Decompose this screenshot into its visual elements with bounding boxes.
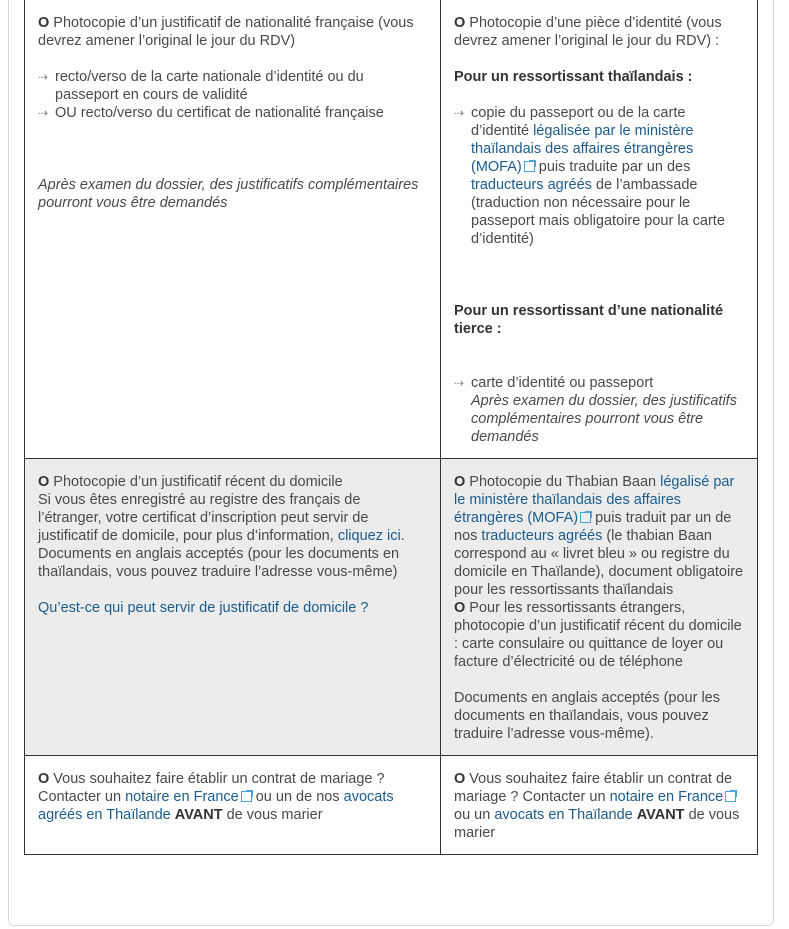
arrow-bullet-icon: ⇢ [454,376,465,390]
contract-cell-right: O Vous souhaitez faire établir un contrat de mariage ? Contacter un notaire en France ou un avocats en Thaïlande AVANT de vous marier [441,756,758,855]
contract-cell-left: O Vous souhaitez faire établir un contrat de mariage ? Contacter un notaire en France ou un de nos avocats agréés en Thaïlande AVANT de vous marier [25,756,441,855]
click-here-link[interactable]: cliquez ici [337,528,401,544]
marker: O [38,15,50,31]
thai-list [454,104,744,248]
external-link-icon[interactable] [241,791,252,802]
tierce-list [454,374,744,446]
thabian-baan-cell: O Photocopie du Thabian Baan légalisé par le ministère thaïlandais des affaires étrangères (MOFA) puis traduit par un de nos traducteurs agréés (le thabian Baan correspond au « livret bleu » ou registre du domicile en Thaïlande), document obligatoire pour les ressortissants thaïlandais O Pour les ressortissants étrangers, photocopie d’un justificatif récent du domicile : carte consulaire ou quittance de loyer ou facture d’électricité ou de téléphone Documents en anglais acceptés (pour les documents en thaïlandais, vous pouvez traduire l’adresse vous-même). [441,459,758,756]
nationality-note: Après examen du dossier, des justificatifs complémentaires pourront vous être demandés [38,177,419,211]
table-row [25,756,758,855]
english-docs-note: Documents en anglais acceptés (pour les documents en thaïlandais, vous pouvez traduire l’adresse vous-même). [454,690,720,742]
table-row [25,0,758,459]
external-link-icon[interactable] [524,161,535,172]
nationality-cell [25,0,441,459]
domicile-cell: O Photocopie d’un justificatif récent du domicile Si vous êtes enregistré au registre des français de l’étranger, votre certificat d’inscription peut servir de justificatif de domicile, pour plus d’information, cliquez ici. Documents en anglais acceptés (pour les documents en thaïlandais, vous pouvez traduire l’adresse vous-même) Qu’est-ce qui peut servir de justificatif de domicile ? [25,459,441,756]
domicile-proof-link[interactable]: Qu’est-ce qui peut servir de justificatif de domicile ? [38,600,369,616]
nationality-list [38,68,427,122]
mofa-link[interactable]: légalisé par le ministère thaïlandais des affaires étrangères (MOFA) [454,474,735,526]
list-item: ⇢ OU recto/verso du certificat de nationalité française [38,105,384,121]
list-item: ⇢ copie du passeport ou de la carte d’identité légalisée par le ministère thaïlandais des affaires étrangères (MOFA) puis traduite par un des traducteurs agréés de l’ambassade (traduction non nécessaire pour le passeport mais obligatoire pour la carte d’identité) [454,105,725,247]
lawyers-link[interactable]: avocats en Thaïlande [494,807,633,823]
mofa-link[interactable]: légalisée par le ministère thaïlandais des affaires étrangères (MOFA) [471,123,694,175]
thai-heading: Pour un ressortissant thaïlandais : [454,69,693,85]
list-item: ⇢ carte d’identité ou passeport Après examen du dossier, des justificatifs complémentaires pourront vous être demandés [454,375,737,445]
marker: O [38,474,50,490]
arrow-bullet-icon: ⇢ [38,70,49,84]
marker: O [454,474,466,490]
marker: O [454,771,466,787]
arrow-bullet-icon: ⇢ [454,106,465,120]
requirements-table [24,0,758,855]
table-row [25,459,758,756]
tierce-note: Après examen du dossier, des justificatifs complémentaires pourront vous être demandés [471,393,737,445]
lawyers-link[interactable]: avocats agréés en Thaïlande [38,789,394,823]
identity-cell [441,0,758,459]
nationality-intro: Photocopie d’un justificatif de nationalité française (vous devrez amener l’original le jour du RDV) [38,15,414,49]
external-link-icon[interactable] [725,791,736,802]
tierce-heading: Pour un ressortissant d’une nationalité tierce : [454,303,724,337]
arrow-bullet-icon: ⇢ [38,106,49,120]
marker: O [38,771,50,787]
marker: O [454,600,466,616]
translators-link[interactable]: traducteurs agréés [471,177,592,193]
english-docs-note: Documents en anglais acceptés (pour les documents en thaïlandais, vous pouvez traduire l’adresse vous-même) [38,546,400,580]
notary-link[interactable]: notaire en France [125,789,239,805]
translators-link[interactable]: traducteurs agréés [481,528,603,544]
marker: O [454,15,466,31]
identity-intro: Photocopie d’une pièce d’identité (vous devrez amener l’original le jour du RDV) : [454,15,722,49]
notary-link[interactable]: notaire en France [609,789,724,805]
list-item: ⇢ recto/verso de la carte nationale d’identité ou du passeport en cours de validité [38,69,364,103]
external-link-icon[interactable] [580,512,591,523]
